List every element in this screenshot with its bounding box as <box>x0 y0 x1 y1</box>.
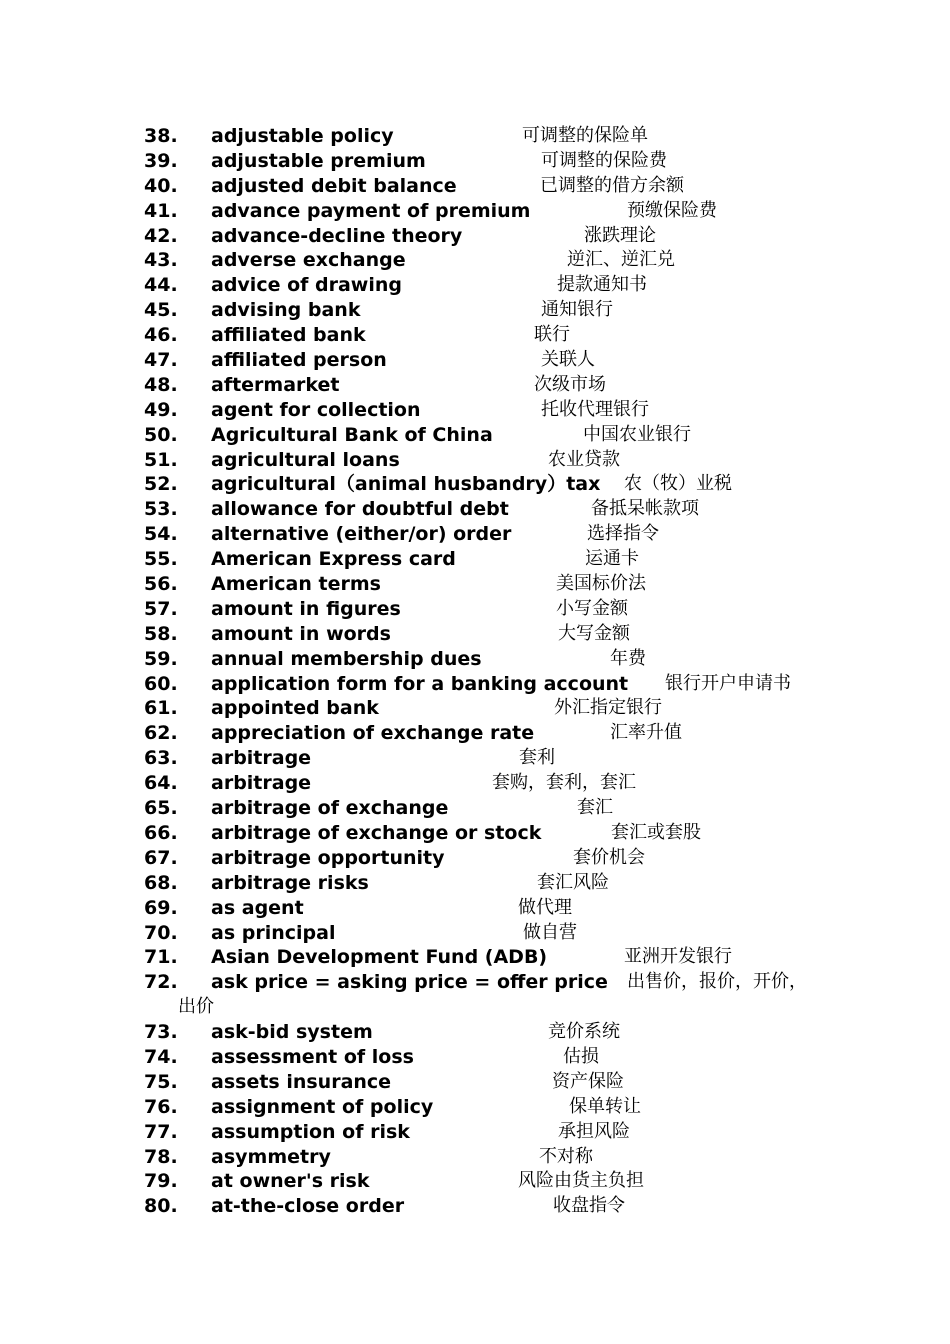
entry-number: 51. <box>144 448 178 471</box>
chinese-translation: 竞价系统 <box>548 1021 620 1043</box>
glossary-entry <box>0 945 950 970</box>
chinese-translation: 不对称 <box>539 1145 593 1167</box>
entry-number: 61. <box>144 697 178 720</box>
entry-number: 79. <box>144 1170 178 1193</box>
chinese-translation: 做自营 <box>523 921 577 943</box>
entry-number: 72. <box>144 971 178 994</box>
glossary-entry <box>0 1095 950 1120</box>
glossary-entry <box>0 323 950 348</box>
glossary-list <box>0 124 950 1219</box>
english-term: alternative (either/or) order <box>211 523 512 546</box>
entry-number: 75. <box>144 1070 178 1093</box>
english-term: Agricultural Bank of China <box>211 423 493 446</box>
english-term: aftermarket <box>211 373 340 396</box>
chinese-translation: 可调整的保险单 <box>522 125 648 146</box>
entry-number: 46. <box>144 324 178 347</box>
english-term: adjustable policy <box>211 125 394 147</box>
chinese-translation: 大写金额 <box>558 622 630 644</box>
chinese-translation: 选择指令 <box>587 523 659 545</box>
english-term: appointed bank <box>211 697 379 720</box>
entry-number: 68. <box>144 871 178 894</box>
english-term: appreciation of exchange rate <box>211 722 535 745</box>
english-term: assignment of policy <box>211 1095 434 1118</box>
english-term: American terms <box>211 573 381 596</box>
chinese-translation: 运通卡 <box>585 548 639 570</box>
chinese-translation: 银行开户申请书 <box>665 672 791 694</box>
chinese-translation: 资产保险 <box>552 1070 624 1092</box>
english-term: advice of drawing <box>211 274 403 297</box>
chinese-translation: 备抵呆帐款项 <box>591 498 699 520</box>
english-term: agricultural loans <box>211 448 400 471</box>
entry-number: 38. <box>144 125 178 147</box>
english-term: assumption of risk <box>211 1120 410 1143</box>
glossary-entry <box>0 373 950 398</box>
english-term: amount in words <box>211 622 391 645</box>
glossary-entry <box>0 970 950 1020</box>
glossary-entry <box>0 348 950 373</box>
english-term: agricultural（animal husbandry）tax <box>211 473 601 496</box>
entry-number: 60. <box>144 672 178 695</box>
glossary-entry <box>0 472 950 497</box>
entry-number: 65. <box>144 797 178 820</box>
entry-number: 80. <box>144 1195 178 1218</box>
glossary-entry <box>0 149 950 174</box>
entry-number: 67. <box>144 846 178 869</box>
glossary-entry <box>0 174 950 199</box>
chinese-translation: 外汇指定银行 <box>554 697 662 719</box>
entry-number: 40. <box>144 174 178 197</box>
glossary-entry <box>0 721 950 746</box>
chinese-translation: 承担风险 <box>558 1120 630 1142</box>
english-term: American Express card <box>211 548 456 571</box>
chinese-translation: 年费 <box>610 647 646 669</box>
chinese-translation: 套利 <box>519 747 555 769</box>
entry-number: 69. <box>144 896 178 919</box>
chinese-translation: 收盘指令 <box>553 1195 625 1217</box>
entry-number: 39. <box>144 149 178 172</box>
chinese-translation: 提款通知书 <box>557 274 647 296</box>
chinese-translation: 关联人 <box>541 349 595 371</box>
glossary-entry <box>0 248 950 273</box>
glossary-entry <box>0 522 950 547</box>
entry-number: 47. <box>144 349 178 372</box>
glossary-entry <box>0 1020 950 1045</box>
glossary-entry <box>0 696 950 721</box>
chinese-translation: 保单转让 <box>569 1095 641 1117</box>
english-term: annual membership dues <box>211 647 482 670</box>
english-term: advance-decline theory <box>211 224 463 247</box>
english-term: assets insurance <box>211 1070 392 1093</box>
english-term: allowance for doubtful debt <box>211 498 509 521</box>
english-term: arbitrage <box>211 747 312 770</box>
entry-number: 64. <box>144 772 178 795</box>
glossary-entry <box>0 771 950 796</box>
glossary-entry <box>0 124 950 149</box>
glossary-entry <box>0 547 950 572</box>
chinese-translation: 可调整的保险费 <box>541 149 667 171</box>
glossary-entry <box>0 199 950 224</box>
glossary-entry <box>0 1045 950 1070</box>
english-term: arbitrage of exchange <box>211 797 449 820</box>
english-term: adverse exchange <box>211 249 406 272</box>
chinese-translation-continued: 出价 <box>178 996 214 1018</box>
entry-number: 76. <box>144 1095 178 1118</box>
chinese-translation: 已调整的借方余额 <box>540 174 684 196</box>
glossary-entry <box>0 298 950 323</box>
glossary-entry <box>0 647 950 672</box>
english-term: application form for a banking account <box>211 672 629 695</box>
entry-number: 58. <box>144 622 178 645</box>
glossary-entry <box>0 1120 950 1145</box>
entry-number: 48. <box>144 373 178 396</box>
chinese-translation: 出售价，报价，开价， <box>627 971 807 993</box>
english-term: agent for collection <box>211 398 421 421</box>
english-term: affiliated bank <box>211 324 366 347</box>
english-term: affiliated person <box>211 349 387 372</box>
entry-number: 71. <box>144 946 178 969</box>
glossary-entry <box>0 846 950 871</box>
glossary-entry <box>0 622 950 647</box>
glossary-entry <box>0 746 950 771</box>
entry-number: 73. <box>144 1021 178 1044</box>
entry-number: 66. <box>144 821 178 844</box>
entry-number: 52. <box>144 473 178 496</box>
glossary-entry <box>0 1070 950 1095</box>
glossary-entry <box>0 224 950 249</box>
entry-number: 74. <box>144 1045 178 1068</box>
glossary-entry <box>0 1194 950 1219</box>
glossary-entry <box>0 423 950 448</box>
entry-number: 44. <box>144 274 178 297</box>
entry-number: 63. <box>144 747 178 770</box>
chinese-translation: 预缴保险费 <box>627 199 717 221</box>
glossary-entry <box>0 1169 950 1194</box>
chinese-translation: 托收代理银行 <box>541 398 649 420</box>
chinese-translation: 做代理 <box>518 896 572 918</box>
chinese-translation: 风险由货主负担 <box>518 1170 644 1192</box>
glossary-entry <box>0 572 950 597</box>
english-term: asymmetry <box>211 1145 331 1168</box>
chinese-translation: 逆汇、逆汇兑 <box>567 249 675 271</box>
glossary-entry <box>0 796 950 821</box>
english-term: arbitrage opportunity <box>211 846 445 869</box>
chinese-translation: 农（牧）业税 <box>624 473 732 495</box>
entry-number: 41. <box>144 199 178 222</box>
english-term: at-the-close order <box>211 1195 405 1218</box>
glossary-entry <box>0 273 950 298</box>
entry-number: 50. <box>144 423 178 446</box>
entry-number: 53. <box>144 498 178 521</box>
entry-number: 77. <box>144 1120 178 1143</box>
chinese-translation: 农业贷款 <box>548 448 620 470</box>
english-term: ask-bid system <box>211 1021 373 1044</box>
entry-number: 70. <box>144 921 178 944</box>
english-term: advance payment of premium <box>211 199 531 222</box>
english-term: amount in figures <box>211 597 401 620</box>
entry-number: 42. <box>144 224 178 247</box>
chinese-translation: 中国农业银行 <box>583 423 691 445</box>
chinese-translation: 通知银行 <box>541 299 613 321</box>
entry-number: 45. <box>144 299 178 322</box>
english-term: ask price = asking price = offer price <box>211 971 608 994</box>
glossary-entry <box>0 871 950 896</box>
chinese-translation: 涨跌理论 <box>584 224 656 246</box>
chinese-translation: 小写金额 <box>556 597 628 619</box>
chinese-translation: 套汇风险 <box>537 871 609 893</box>
chinese-translation: 套价机会 <box>573 846 645 868</box>
glossary-entry <box>0 921 950 946</box>
chinese-translation: 亚洲开发银行 <box>624 946 732 968</box>
glossary-entry <box>0 672 950 697</box>
english-term: arbitrage risks <box>211 871 369 894</box>
entry-number: 43. <box>144 249 178 272</box>
glossary-entry <box>0 1145 950 1170</box>
english-term: Asian Development Fund (ADB) <box>211 946 548 969</box>
english-term: adjusted debit balance <box>211 174 457 197</box>
glossary-entry <box>0 597 950 622</box>
chinese-translation: 套汇或套股 <box>611 821 701 843</box>
entry-number: 54. <box>144 523 178 546</box>
glossary-entry <box>0 896 950 921</box>
english-term: assessment of loss <box>211 1045 414 1068</box>
glossary-entry <box>0 821 950 846</box>
english-term: advising bank <box>211 299 361 322</box>
english-term: at owner's risk <box>211 1170 370 1193</box>
entry-number: 59. <box>144 647 178 670</box>
english-term: arbitrage <box>211 772 312 795</box>
chinese-translation: 联行 <box>534 324 570 346</box>
entry-number: 62. <box>144 722 178 745</box>
english-term: arbitrage of exchange or stock <box>211 821 542 844</box>
entry-number: 57. <box>144 597 178 620</box>
entry-number: 78. <box>144 1145 178 1168</box>
chinese-translation: 美国标价法 <box>556 573 646 595</box>
english-term: as principal <box>211 921 336 944</box>
entry-number: 56. <box>144 573 178 596</box>
glossary-entry <box>0 497 950 522</box>
chinese-translation: 套购，套利，套汇 <box>492 772 636 794</box>
english-term: adjustable premium <box>211 149 426 172</box>
entry-number: 55. <box>144 548 178 571</box>
chinese-translation: 次级市场 <box>534 373 606 395</box>
glossary-entry <box>0 398 950 423</box>
chinese-translation: 汇率升值 <box>610 722 682 744</box>
entry-number: 49. <box>144 398 178 421</box>
glossary-entry <box>0 448 950 473</box>
chinese-translation: 估损 <box>563 1045 599 1067</box>
chinese-translation: 套汇 <box>577 797 613 819</box>
english-term: as agent <box>211 896 304 919</box>
